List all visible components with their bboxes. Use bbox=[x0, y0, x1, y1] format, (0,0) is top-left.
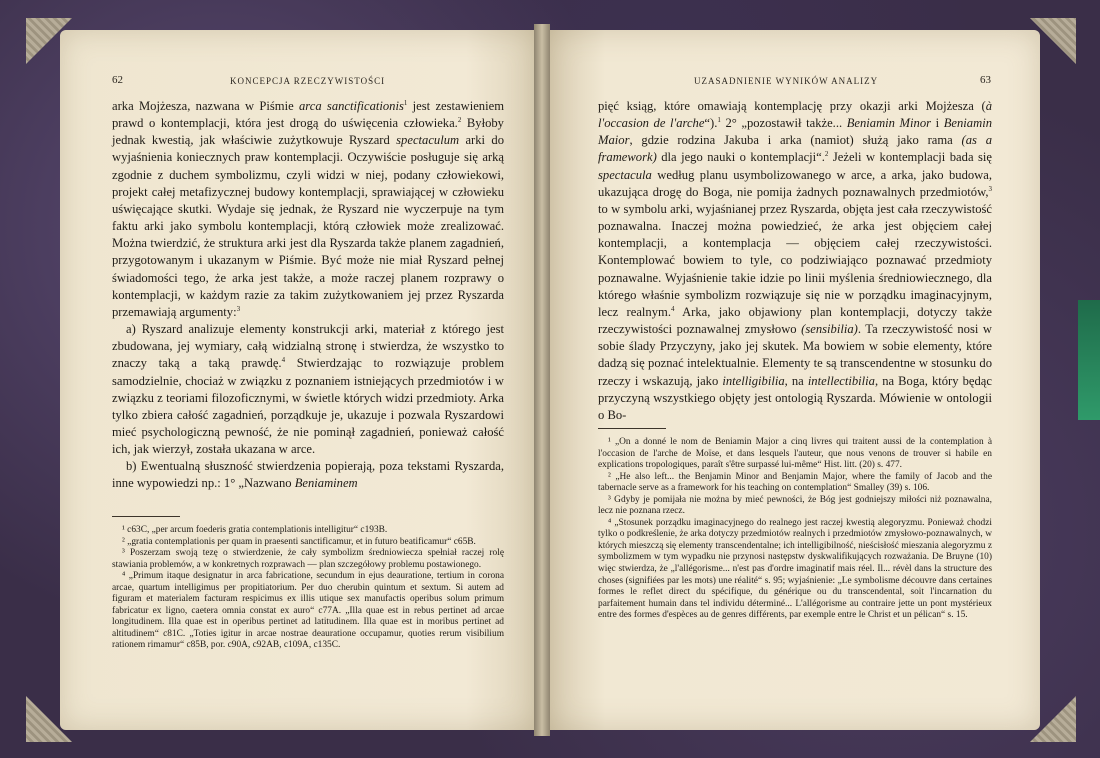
text-run: spectacula bbox=[598, 167, 652, 182]
text-run: (sensibilia) bbox=[801, 322, 858, 337]
text-run: Arka, jako objawiony plan kontemplacji, dotyczy także rzeczywistości poznawalnej zmysłowo bbox=[598, 304, 993, 337]
left-running-head: KONCEPCJA RZECZYWISTOŚCI bbox=[230, 76, 386, 86]
paragraph bbox=[598, 98, 992, 424]
text-run: “). bbox=[704, 116, 718, 131]
left-page-body bbox=[112, 98, 504, 493]
text-run: Beniaminem bbox=[294, 476, 358, 491]
footnote-ref: 3 bbox=[988, 184, 992, 193]
footnote: ² „gratia contemplationis per quam in praesenti sanctificamur, et in futuro beatificamur“ c65B. bbox=[122, 536, 476, 547]
left-page-number: 62 bbox=[112, 74, 123, 86]
text-run: to w symbolu arki, wyjaśnianej przez Ryszarda, objęta jest cała rzeczywistość poznawalna. Inaczej można powiedzieć, że arka jest objęciem całej kontemplacji, a kontemplacja — objęciem całej rzeczywistości. Kontemplować bowiem to tyle, co podziwiająco poznawać przedmioty poznawalne. Wyjaśnienie takie idzie po linii myślenia średniowiecznego, dla którego właśnie symbolizm rozwiązuje się nie w porządku imaginacyjnym, lecz realnym. bbox=[598, 201, 992, 319]
right-page-number: 63 bbox=[980, 74, 991, 86]
text-run: , na Boga, który będąc przyczyną wszystkiego objęty jest ontologią Ryszarda. Mówienie w ontologii o Bo- bbox=[598, 373, 992, 422]
footnote: ¹ „On a donné le nom de Beniamin Major a cinq livres qui traitent aussi de la contemplation à l'occasion de l'arche de Moïse, et dans lesquels l'auteur, que nous venons de trouver si habile en explications tropologiques, paraît s'être surpassé lui-même“ Hist. litt. (20) s. 477. bbox=[598, 437, 992, 471]
text-run: 2° „pozostawił także... bbox=[720, 116, 847, 131]
footnote: ⁴ „Primum itaque designatur in arca fabricatione, secundum in ejus deauratione, tertium in corona arcae, quartum intelligimus per propitiatorium. Per duo cherubin quintum et sextum. Si autem ad figuram et materialem facturam respicimus ex illis utique sex manufactis operibus solum primum fabricatur ex ligno, caetera omnia constat ex auro“ c77A. „Illa quae est in rebus pertinet ad arcae longitudinem. Illa quae est in operibus pertinet ad latitudinem. Illa quae est in moribus pertinet ad altitudinem“ c81C. „Toties igitur in arcae nostrae deauratione occupamur, quoties rerum visibilium rationem rimamur“ c85B, por. c90A, c92AB, c109A, c135C. bbox=[112, 571, 504, 651]
footnote: ¹ c63C, „per arcum foederis gratia contemplationis intelligitur“ c193B. bbox=[122, 525, 388, 535]
left-page-footnotes bbox=[112, 516, 504, 652]
paragraph bbox=[112, 321, 504, 458]
footnote-rule bbox=[112, 516, 180, 517]
footnote-ref: 4 bbox=[670, 304, 675, 313]
text-run: Jeżeli w kontemplacji bada się bbox=[828, 150, 992, 165]
footnote: ³ Gdyby je pomijała nie można by mieć pewności, że Bóg jest godniejszy miłości niż poznawalna, lecz nie poznana rzecz. bbox=[598, 494, 992, 517]
text-run: dla jego nauki o kontemplacji“. bbox=[656, 150, 825, 165]
text-run: , na bbox=[784, 373, 808, 388]
footnote-ref: 1 bbox=[717, 115, 721, 124]
paragraph bbox=[112, 98, 504, 321]
paragraph bbox=[112, 458, 504, 492]
right-running-head: UZASADNIENIE WYNIKÓW ANALIZY bbox=[694, 76, 879, 86]
footnote: ³ Poszerzam swoją tezę o stwierdzenie, że cały symbolizm średniowiecza spełniał raczej rolę stawiania problemów, a w konkretnych rozprawach — plan szczegółowy problemu postawionego. bbox=[112, 548, 504, 570]
text-run: . Ta rzeczywistość nosi w sobie ślady Przyczyny, jako jej skutek. Ma bowiem w sobie elementy, które dadzą się poznać intelektualnie. Elementy te są transcendentne w stosunku do rzeczy i wskazują, jako bbox=[598, 322, 992, 388]
footnote: ⁴ „Stosunek porządku imaginacyjnego do realnego jest raczej kwestią alegoryzmu. Ponieważ chodzi tylko o podkreślenie, że arka dotyczy przedmiotów realnych i przedmiotów zmysłowo-poznawalnych, w których mieszczą się elementy transcendentalne; ich intelligibilność, nieścisłość mieszania alegoryzmu z symbolizmem w tym wypadku nie przynosi następstw dyskwalifikujących rozważania. De Bruyne (10) więc stwierdza, że „l'allégorisme... n'est pas d'ordre imaginatif mais réel. Il... révèl dans la structure des choses (signifiées par les mots) une réalité“ s. 95; wyjaśnienie: „Le symbolisme découvre dans certaines formes le reflet direct du spécifique, du générique ou du transcendental, soit l'incarnation du parfaitement humain dans tel individu déterminé... L'allégorisme au contraire jette un pont mystérieux entre des formes d'espèces au de genres différents, par exemple entre le Christ et un pélican“ s. 15. bbox=[598, 517, 992, 621]
text-run: Beniamin Maior bbox=[598, 116, 992, 148]
text-run: arka Mojżesza, nazwana w Piśmie bbox=[112, 99, 299, 113]
footnote-ref: 3 bbox=[236, 304, 241, 313]
text-run: według planu usymbolizowanego w arce, a arka, jako budowa, ukazująca drogę do Boga, nie pomija żadnych poznawalnych przedmiotów, bbox=[598, 167, 992, 199]
text-run: arki do wyjaśnienia koniecznych praw kontemplacji. Oczywiście posługuje się arką zgodnie z duchem symbolizmu, czyli widzi w niej, podany człowiekowi, projekt całej metafizycznej budowy kontemplacji, sprawiającej w człowieku uświęcające skutki. Wydaje się jednak, że Ryszard nie wyczerpuje na tym faktu arki jako symbolu kontemplacji, którą człowiek może zrealizować. Można twierdzić, że struktura arki jest dla Ryszarda także planem zagadnień, przygotowanym i ukazanym w Piśmie. Być może nie miał Ryszard pełnej świadomości tego, że arka jest także, a może raczej planem rozprawy o kontemplacji, w każdym razie za takim zużytkowaniem jej przez Ryszarda przemawiają argumenty: bbox=[112, 133, 504, 319]
text-run: intellectibilia bbox=[807, 373, 875, 388]
text-run: i bbox=[931, 116, 944, 131]
footnote-ref: 1 bbox=[403, 98, 408, 107]
text-run: spectaculum bbox=[396, 133, 460, 148]
text-run: à l'occasion de l'arche bbox=[598, 99, 992, 131]
text-run: arca sanctificationis bbox=[299, 99, 404, 113]
text-run: pięć ksiąg, które omawiają kontemplację przy okazji arki Mojżesza ( bbox=[598, 99, 986, 113]
text-run: Beniamin Minor bbox=[846, 116, 932, 131]
text-run: a) Ryszard analizuje elementy konstrukcji arki, materiał z którego jest zbudowana, jej wymiary, całą widzialną stronę i stwierdza, że wszystko to znaczy taką a taką prawdę. bbox=[112, 322, 504, 371]
right-page-footnotes bbox=[598, 428, 992, 622]
text-run: , gdzie rodzina Jakuba i arka (namiot) służą jako rama bbox=[629, 133, 962, 148]
text-run: Byłoby jednak kwestią, jak właściwie zużytkowuje Ryszard bbox=[112, 116, 504, 148]
right-page-body bbox=[598, 98, 992, 424]
bookmark-ribbon bbox=[1078, 300, 1100, 420]
footnote-ref: 4 bbox=[281, 356, 286, 365]
footnote: ² „He also left... the Benjamin Minor and Benjamin Major, where the family of Jacob and the tabernacle serve as a framework for his teaching on contemplation“ Smalley (39) s. 106. bbox=[598, 471, 992, 494]
text-run: intelligibilia bbox=[722, 373, 785, 388]
footnote-ref: 2 bbox=[457, 115, 462, 124]
footnote-ref: 2 bbox=[824, 150, 829, 159]
text-run: b) Ewentualną słuszność stwierdzenia popierają, poza tekstami Ryszarda, inne wypowiedzi np.: 1° „Nazwano bbox=[112, 459, 504, 491]
book-gutter bbox=[534, 24, 550, 736]
footnote-rule bbox=[598, 428, 666, 429]
text-run: (as a framework) bbox=[598, 133, 992, 165]
text-run: Stwierdzając to rozwiązuje problem samodzielnie, chociaż w związku z poznaniem istniejących przedmiotów i w związku z teoriami filozoficznymi, w świetle których widzi przedmioty. Arka tylko zbiera całość zagadnień, porządkuje je, ukazuje i pozwala Ryszardowi mieć psychologiczną pewność, że nie pominął zagadnień, ponieważ całość ich, jak wierzył, została ukazana w arce. bbox=[112, 356, 504, 457]
text-run: jest zestawieniem prawd o kontemplacji, która jest drogą do uświęcenia człowieka. bbox=[112, 99, 504, 131]
